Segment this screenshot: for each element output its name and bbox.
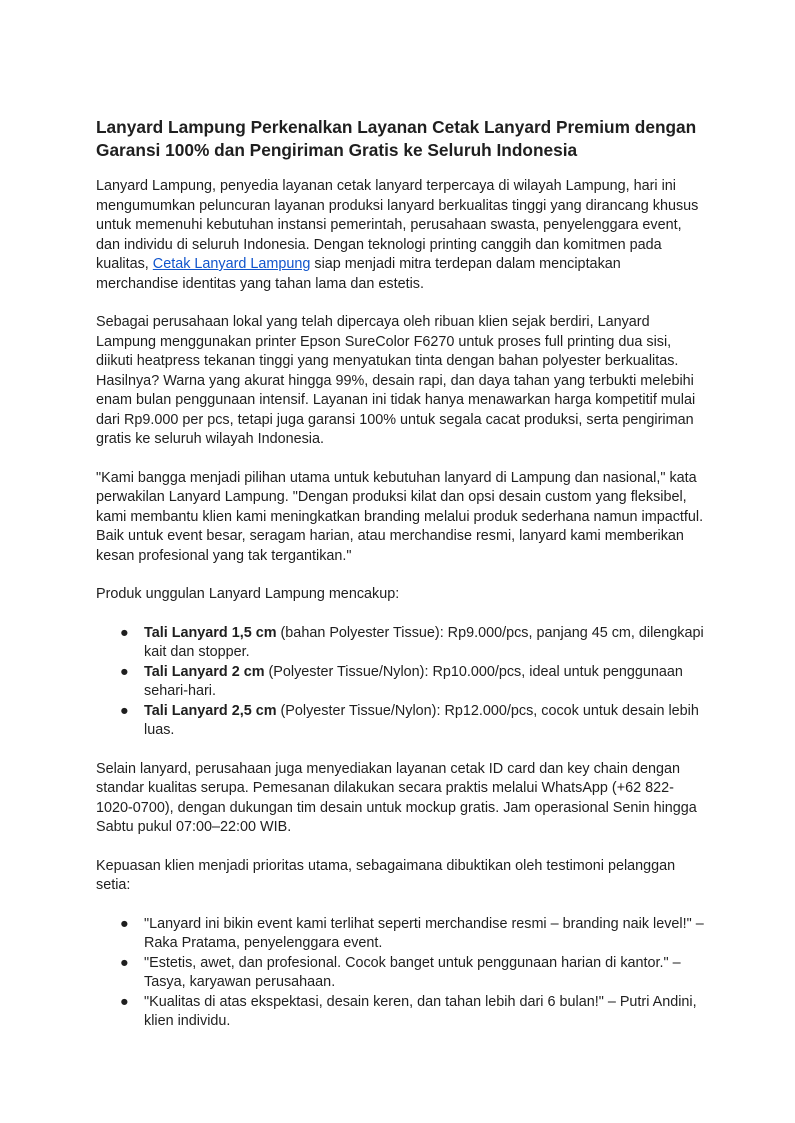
testimonial-text: "Estetis, awet, dan profesional. Cocok banget untuk penggunaan harian di kantor." – Tasya, karyawan perusahaan. <box>144 954 681 990</box>
product-list <box>96 624 706 741</box>
bullet-icon: ● <box>120 663 129 680</box>
list-item <box>96 663 706 702</box>
paragraph-intro <box>96 177 706 294</box>
paragraph-other-services: Selain lanyard, perusahaan juga menyediakan layanan cetak ID card dan key chain dengan standar kualitas serupa. Pemesanan dilakukan secara praktis melalui WhatsApp (+62 822-1020-0700), dengan dukungan tim desain untuk mockup gratis. Jam operasional Senin hingga Sabtu pukul 07:00–22:00 WIB. <box>96 760 697 835</box>
product-description: (Polyester Tissue/Nylon): Rp12.000/pcs, cocok untuk desain lebih luas. <box>144 702 699 738</box>
bullet-icon: ● <box>120 993 129 1010</box>
list-item <box>96 915 706 954</box>
testimonial-text: "Lanyard ini bikin event kami terlihat seperti merchandise resmi – branding naik level!" – Raka Pratama, penyelenggara event. <box>144 915 704 951</box>
bullet-icon: ● <box>120 915 129 932</box>
paragraph-testimonials-intro: Kepuasan klien menjadi prioritas utama, sebagaimana dibuktikan oleh testimoni pelanggan setia: <box>96 857 676 893</box>
paragraph-company-background: Sebagai perusahaan lokal yang telah dipercaya oleh ribuan klien sejak berdiri, Lanyard Lampung menggunakan printer Epson SureColor F6270 untuk proses full printing dua sisi, diikuti heatpress tekanan tinggi yang menyatukan tinta dengan bahan polyester berkualitas. Hasilnya? Warna yang akurat hingga 99%, desain rapi, dan daya tahan yang terbukti melebihi enam bulan penggunaan intensif. Layanan ini tidak hanya menawarkan harga kompetitif mulai dari Rp9.000 per pcs, tetapi juga garansi 100% untuk segala cacat produksi, serta pengiriman gratis ke seluruh wilayah Indonesia. <box>96 314 696 447</box>
testimonial-list <box>96 915 706 1032</box>
paragraph-quote: "Kami bangga menjadi pilihan utama untuk kebutuhan lanyard di Lampung dan nasional," kata perwakilan Lanyard Lampung. "Dengan produksi kilat dan opsi desain custom yang fleksibel, kami membantu klien kami meningkatkan branding melalui produk sederhana namun impactful. Baik untuk event besar, seragam harian, atau merchandise resmi, lanyard kami memberikan kesan profesional yang tak tergantikan." <box>96 469 704 564</box>
document-page <box>96 116 706 1051</box>
product-description: (Polyester Tissue/Nylon): Rp10.000/pcs, ideal untuk penggunaan sehari-hari. <box>144 663 683 699</box>
cetak-lanyard-lampung-link[interactable]: Cetak Lanyard Lampung <box>152 256 311 272</box>
list-item <box>96 702 706 741</box>
product-name: Tali Lanyard 1,5 cm <box>144 624 277 641</box>
list-item <box>96 993 706 1032</box>
product-description: (bahan Polyester Tissue): Rp9.000/pcs, panjang 45 cm, dilengkapi kait dan stopper. <box>144 624 704 660</box>
list-item <box>96 954 706 993</box>
bullet-icon: ● <box>120 954 129 971</box>
document-title: Lanyard Lampung Perkenalkan Layanan Cetak Lanyard Premium dengan Garansi 100% dan Pengiriman Gratis ke Seluruh Indonesia <box>96 117 697 160</box>
testimonial-text: "Kualitas di atas ekspektasi, desain keren, dan tahan lebih dari 6 bulan!" – Putri Andini, klien individu. <box>144 993 697 1029</box>
bullet-icon: ● <box>120 702 129 719</box>
paragraph-intro-text-after: siap menjadi mitra terdepan dalam menciptakan merchandise identitas yang tahan lama dan estetis. <box>96 256 621 292</box>
list-item <box>96 624 706 663</box>
paragraph-products-intro: Produk unggulan Lanyard Lampung mencakup: <box>96 586 400 602</box>
bullet-icon: ● <box>120 624 129 641</box>
product-name: Tali Lanyard 2,5 cm <box>144 702 277 719</box>
paragraph-intro-text-before: Lanyard Lampung, penyedia layanan cetak lanyard terpercaya di wilayah Lampung, hari ini mengumumkan peluncuran layanan produksi lanyard berkualitas tinggi yang dirancang khusus untuk memenuhi kebutuhan instansi pemerintah, perusahaan swasta, penyelenggara event, dan individu di seluruh Indonesia. Dengan teknologi printing canggih dan komitmen pada kualitas, <box>96 178 699 272</box>
product-name: Tali Lanyard 2 cm <box>144 663 265 680</box>
